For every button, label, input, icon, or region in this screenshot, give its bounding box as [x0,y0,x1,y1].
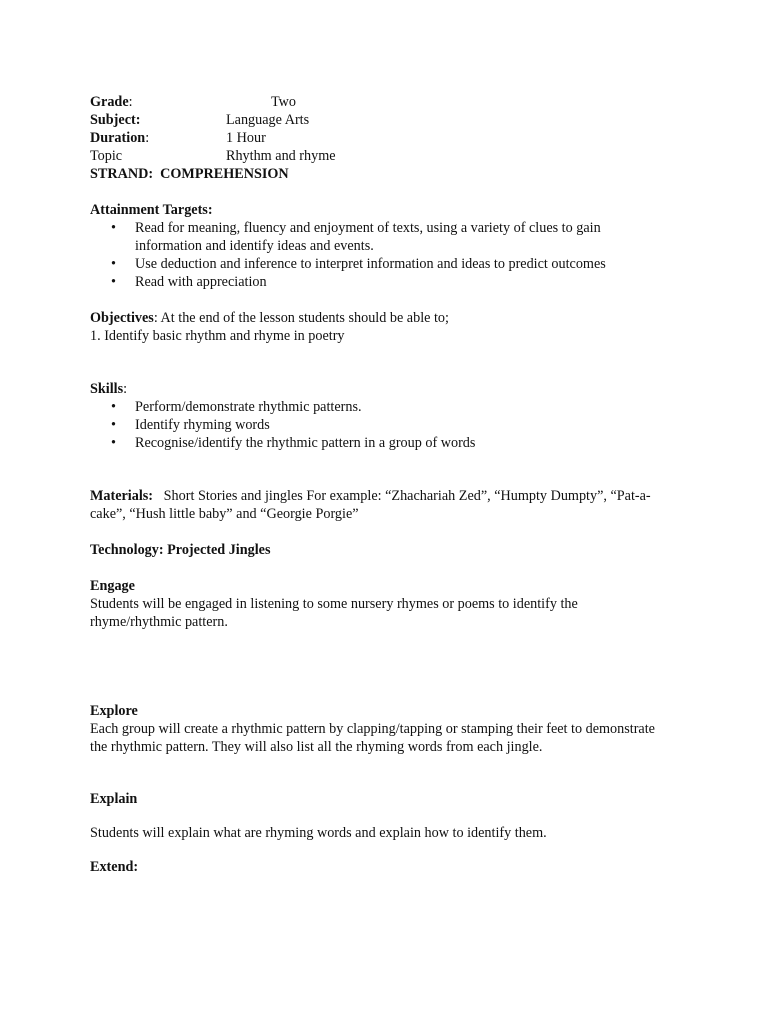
extend-heading: Extend: [90,859,139,875]
engage-heading: Engage [90,578,135,594]
skills-list [90,398,690,452]
strand-heading: STRAND: COMPREHENSION [90,166,289,182]
subject-label: Subject: [90,112,141,128]
bullet-icon: • [111,220,116,236]
technology-heading: Technology: Projected Jingles [90,542,271,558]
grade-label: Grade [90,94,129,110]
objective-item: 1. Identify basic rhythm and rhyme in poetry [90,328,345,344]
engage-text: Students will be engaged in listening to some nursery rhymes or poems to identify the rhyme/rhythmic pattern. [90,596,578,630]
subject-value: Language Arts [226,112,310,128]
explore-heading: Explore [90,703,138,719]
list-item: • Read for meaning, fluency and enjoyment of texts, using a variety of clues to gain information and identify ideas and events. [111,220,601,254]
list-item: • Perform/demonstrate rhythmic patterns. [111,399,362,415]
objectives-intro: : At the end of the lesson students should be able to; [153,310,449,326]
duration-colon: : [145,130,150,146]
subject-row [90,111,690,129]
duration-label: Duration [90,130,146,146]
materials-heading: Materials: [90,488,154,504]
grade-colon: : [128,94,133,110]
grade-value: Two [271,94,297,110]
objectives-paragraph [90,309,690,327]
topic-row [90,147,690,165]
duration-value: 1 Hour [226,130,266,146]
skills-heading: Skills [90,381,124,397]
materials-text: Short Stories and jingles For example: “Zhachariah Zed”, “Humpty Dumpty”, “Pat-a-cake”, “Hush little baby” and “Georgie Porgie” [90,488,651,522]
bullet-icon: • [111,274,116,290]
topic-value: Rhythm and rhyme [226,148,336,164]
objectives-heading: Objectives [90,310,154,326]
lesson-plan-document [90,93,690,876]
list-item: • Identify rhyming words [111,417,270,433]
bullet-icon: • [111,399,116,415]
explore-text: Each group will create a rhythmic pattern by clapping/tapping or stamping their feet to demonstrate the rhythmic pattern. They will also list all the rhyming words from each jingle. [90,721,655,755]
list-item: • Use deduction and inference to interpret information and ideas to predict outcomes [111,256,606,272]
duration-row [90,129,690,147]
bullet-icon: • [111,256,116,272]
skills-paragraph [90,380,690,398]
grade-row [90,93,690,111]
bullet-icon: • [111,417,116,433]
attainment-targets-heading: Attainment Targets: [90,202,213,218]
explain-text: Students will explain what are rhyming words and explain how to identify them. [90,825,547,841]
materials-paragraph [90,487,680,523]
bullet-icon: • [111,435,116,451]
skills-colon: : [123,381,128,397]
topic-label: Topic [90,148,123,164]
list-item: • Recognise/identify the rhythmic pattern in a group of words [111,435,476,451]
attainment-targets-list [90,219,690,291]
list-item: • Read with appreciation [111,274,267,290]
explain-heading: Explain [90,791,138,807]
